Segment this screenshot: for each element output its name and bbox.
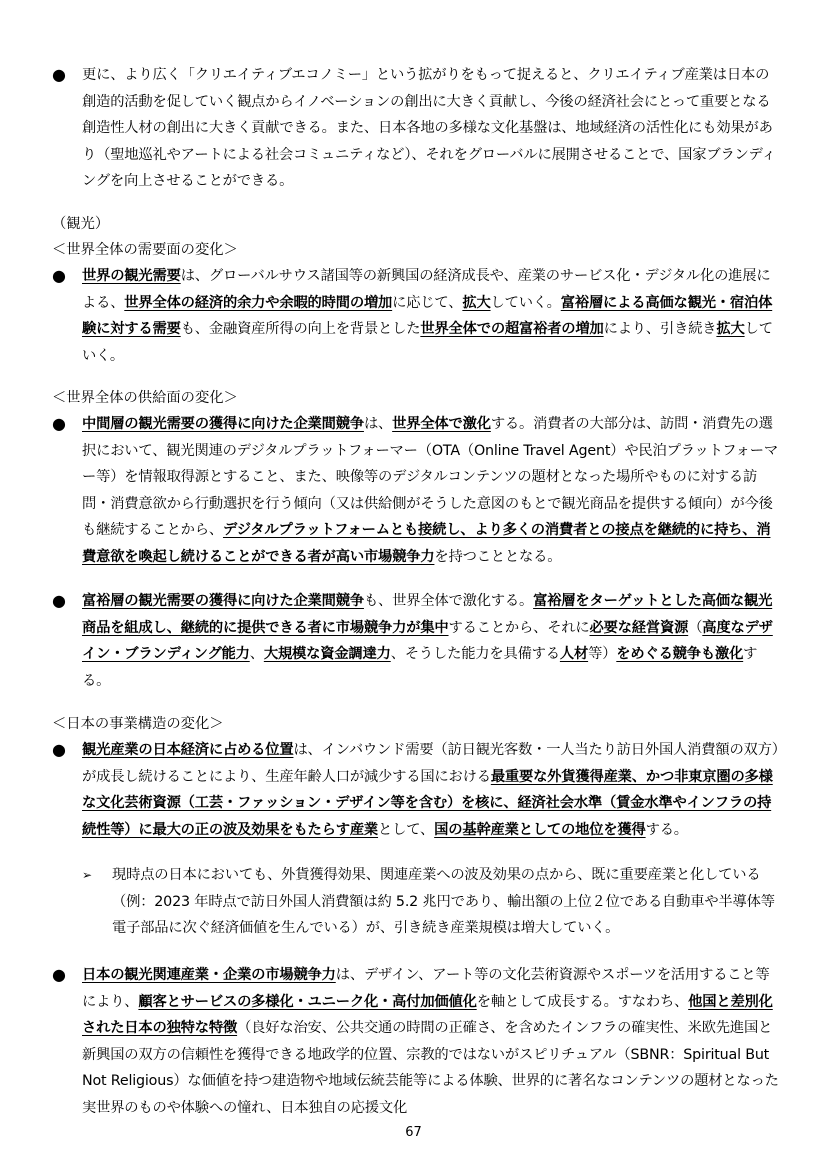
- text-run: （: [688, 619, 703, 636]
- emphasis: 拡大: [716, 321, 745, 337]
- emphasis: 必要な経営資源: [589, 619, 689, 636]
- text-run: していく。: [82, 321, 773, 364]
- paragraph-demand: [52, 263, 782, 369]
- arrow-bullet-icon: ➢: [82, 868, 92, 882]
- text-run: も、世界全体で激化する。: [363, 593, 534, 609]
- emphasis: 富裕層をターゲットとした高価な観光商品を組成し、継続的に提供できる者に市場競争力が集中: [82, 593, 773, 636]
- emphasis: 顧客とサービスの多様化・ユニーク化・高付加価値化: [138, 993, 477, 1010]
- text-run: すなわち、: [617, 993, 689, 1010]
- emphasis: 国の基幹産業としての地位を獲得: [434, 821, 646, 838]
- text-run: する。消費者の大部分は、訪問・消費先の選択において、観光関連のデジタルプラットフォーマー（OTA（Online Travel Agent）や民泊プラットフォーマー等）を情報取得源とすること、また、映像等のデジタルコンテンツの題材となった場所やものに対する訪問・消費意欲から行動選択を行う傾向（又は供給側がそうした意図のもとで観光商品を提供する傾向）が今後も継続することから、: [82, 416, 778, 538]
- emphasis: 高度なデザイン・ブランディング能力: [82, 619, 773, 662]
- emphasis: デジタルプラットフォームとも接続し、より多くの消費者との接点を継続的に持ち、消費意欲を喚起し続けることができる者が高い市場競争力: [82, 522, 771, 565]
- paragraph-structure-competitiveness: [52, 962, 782, 1121]
- emphasis: 人材: [559, 646, 589, 662]
- emphasis: 日本の観光関連産業・企業の市場競争力: [82, 967, 336, 983]
- page-number: 67: [405, 1125, 422, 1140]
- supply-heading: ＜世界全体の供給面の変化＞: [52, 390, 238, 406]
- text-run: は、インバウンド需要（訪日観光客数・一人当たり訪日外国人消費額の双方）が成長し続けることにより、生産年齢人口が減少する国における: [82, 742, 779, 785]
- sub-paragraph-current-japan: [82, 862, 782, 942]
- paragraph-supply-wealthy: [52, 588, 782, 694]
- text-run: により、引き続き: [603, 321, 717, 337]
- bullet-marker: ●: [52, 414, 66, 433]
- emphasis: 他国と差別化された日本の独特な特徴: [82, 993, 773, 1036]
- emphasis: 最重要な外貨獲得産業、かつ非東京圏の多様な文化芸術資源（工芸・ファッション・デザイン等を含む）を核に、経済社会水準（賃金水準やインフラの持続性等）に最大の正の波及効果をもたらす産業: [82, 768, 773, 838]
- text-run: を持つこととなる。: [434, 548, 562, 565]
- text-run: することから、それに: [448, 619, 590, 636]
- text-run: （良好な治安、公共交通の時間の正確さ、を含めたインフラの確実性、米欧先進国と新興国の双方の信頼性を獲得できる地政学的位置、宗教的ではないがスピリチュアル（SBNR：Spiritual But Not Religious）な価値を持つ建造物や地域伝統芸能等による体験、世界的に著名なコンテンツの題材となった実世界のものや体験への憧れ、日本独自の応援文化: [82, 1020, 779, 1116]
- text-run: も、金融資産所得の向上を背景とした: [180, 321, 421, 337]
- bullet-marker: ●: [52, 740, 66, 759]
- text-run: 等）: [588, 646, 617, 662]
- paragraph-text: 現時点の日本においても、外貨獲得効果、関連産業への波及効果の点から、既に重要産業と化している（例：2023 年時点で訪日外国人消費額は約 5.2 兆円であり、輸出額の上位２位である自動車や半導体等電子部品に次ぐ経済価値を生んでいる）が、引き続き産業規模は増大していく。: [112, 867, 775, 936]
- emphasis: 世界全体で激化: [392, 416, 491, 432]
- paragraph-creative-economy: [52, 62, 782, 195]
- text-run: を軸として成長する。: [476, 993, 618, 1010]
- emphasis: 世界の観光需要: [82, 268, 181, 284]
- demand-heading: ＜世界全体の需要面の変化＞: [52, 242, 238, 258]
- emphasis: をめぐる競争も激化: [616, 646, 744, 662]
- section-title: （観光）: [52, 216, 110, 232]
- text-run: は、: [363, 416, 393, 432]
- bullet-marker: ●: [52, 965, 66, 984]
- text-run: 、: [249, 646, 264, 662]
- emphasis: 大規模な資金調達力: [263, 646, 391, 662]
- paragraph-text: 更に、より広く「クリエイティブエコノミー」という拡がりをもって捉えると、クリエイティブ産業は日本の創造的活動を促していく観点からイノベーションの創出に大きく貢献し、今後の経済社会にとって重要となる創造性人材の創出に大きく貢献できる。また、日本各地の多様な文化基盤は、地域経済の活性化にも効果があり（聖地巡礼やアートによる社会コミュニティなど）、それをグローバルに展開させることで、国家ブランディングを向上させることができる。: [82, 67, 776, 189]
- structure-heading: ＜日本の事業構造の変化＞: [52, 716, 224, 732]
- bullet-marker: ●: [52, 65, 66, 84]
- emphasis: 中間層の観光需要の獲得に向けた企業間競争: [82, 416, 364, 432]
- text-run: する。: [82, 646, 758, 689]
- emphasis: 富裕層による高価な観光・宿泊体験に対する需要: [82, 294, 773, 337]
- bullet-marker: ●: [52, 266, 66, 285]
- paragraph-supply-middle: [52, 411, 782, 570]
- text-run: していく。: [490, 294, 561, 311]
- emphasis: 拡大: [462, 294, 491, 311]
- text-run: として、: [378, 821, 435, 838]
- text-run: 、そうした能力を具備する: [390, 646, 560, 662]
- emphasis: 世界全体の経済的余力や余暇的時間の増加: [124, 294, 393, 311]
- emphasis: 世界全体での超富裕者の増加: [420, 321, 604, 337]
- text-run: は、グローバルサウス諸国等の新興国の経済成長や、産業のサービス化・デジタル化の進展による、: [82, 268, 771, 311]
- emphasis: 観光産業の日本経済に占める位置: [82, 742, 294, 758]
- paragraph-structure-position: [52, 737, 782, 843]
- emphasis: 富裕層の観光需要の獲得に向けた企業間競争: [82, 593, 364, 609]
- bullet-marker: ●: [52, 591, 66, 610]
- text-run: する。: [645, 821, 688, 838]
- text-run: に応じて、: [392, 294, 463, 311]
- text-run: は、デザイン、アート等の文化芸術資源やスポーツを活用すること等により、: [82, 967, 770, 1010]
